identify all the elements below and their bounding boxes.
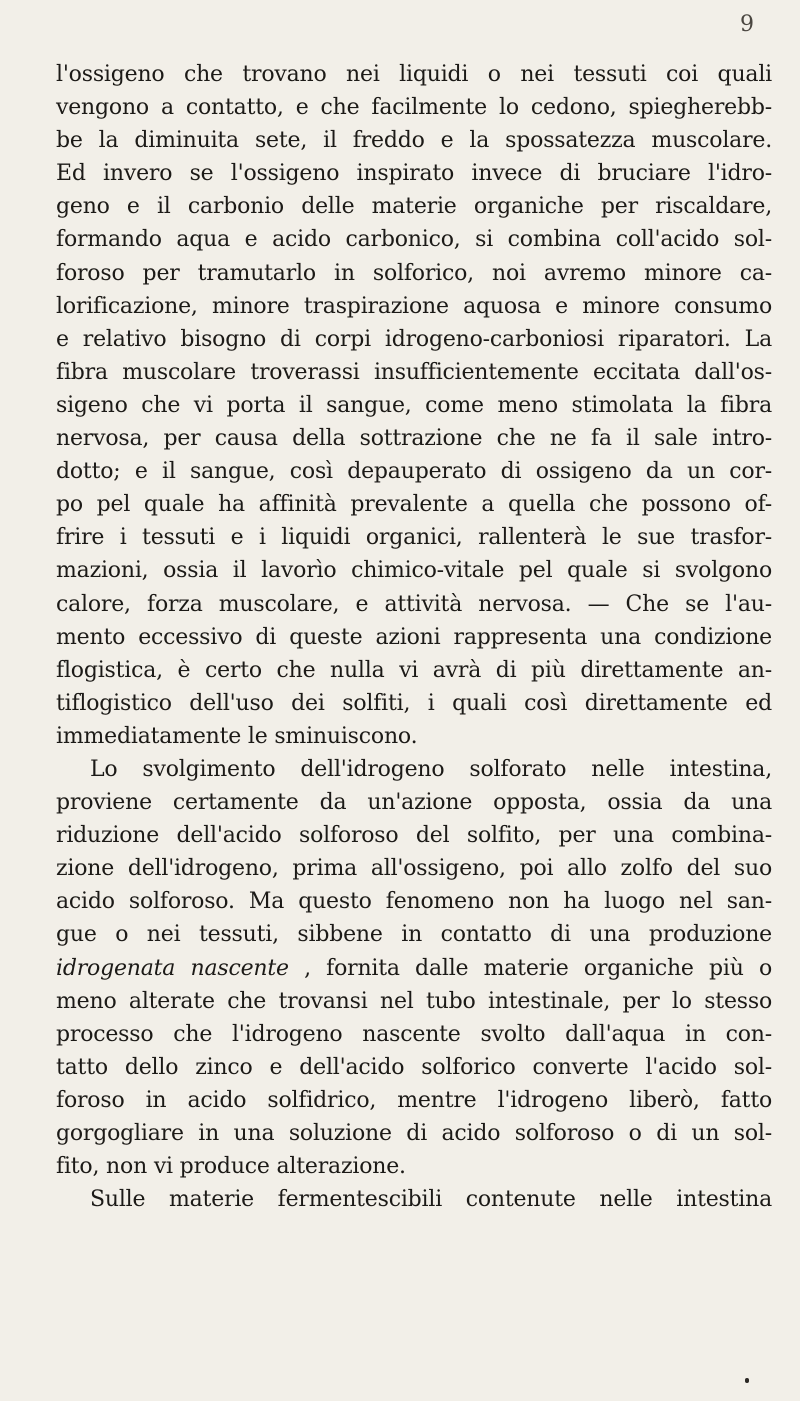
- text-line: vengono a contatto, e che facilmente lo cedono, spiegherebb-: [56, 95, 772, 121]
- text-line: riduzione dell'acido solforoso del solfito, per una combina-: [56, 823, 772, 849]
- text-line: tiflogistico dell'uso dei solfiti, i quali così direttamente ed: [56, 690, 772, 716]
- text-line: tatto dello zinco e dell'acido solforico converte l'acido sol-: [56, 1054, 772, 1080]
- text-line: be la diminuita sete, il freddo e la spossatezza muscolare.: [56, 128, 772, 154]
- text-line: proviene certamente da un'azione opposta, ossia da una: [56, 790, 772, 816]
- text-line: processo che l'idrogeno nascente svolto dall'aqua in con-: [56, 1021, 772, 1047]
- text-line: immediatamente le sminuiscono.: [56, 723, 418, 749]
- text-line: formando aqua e acido carbonico, si combina coll'acido sol-: [56, 227, 772, 253]
- text-line: foroso in acido solfidrico, mentre l'idrogeno liberò, fatto: [56, 1087, 772, 1113]
- ink-mark: [745, 1378, 749, 1383]
- text-line-rest: fornita dalle materie organiche più o: [326, 955, 772, 981]
- text-line: nervosa, per causa della sottrazione che ne fa il sale intro-: [56, 426, 772, 452]
- text-line: foroso per tramutarlo in solforico, noi avremo minore ca-: [56, 260, 772, 286]
- text-line: mazioni, ossia il lavorìo chimico-vitale pel quale si svolgono: [56, 558, 772, 584]
- text-line: calore, forza muscolare, e attività nervosa. — Che se l'au-: [56, 591, 772, 617]
- text-line: meno alterate che trovansi nel tubo intestinale, per lo stesso: [56, 988, 772, 1014]
- text-line: zione dell'idrogeno, prima all'ossigeno, poi allo zolfo del suo: [56, 856, 772, 882]
- page-number: 9: [740, 12, 754, 37]
- text-line: lorificazione, minore traspirazione aquosa e minore consumo: [56, 293, 772, 319]
- text-line: mento eccessivo di queste azioni rappresenta una condizione: [56, 624, 772, 650]
- text-line: sigeno che vi porta il sangue, come meno stimolata la fibra: [56, 392, 772, 418]
- text-line: l'ossigeno che trovano nei liquidi o nei tessuti coi quali: [56, 62, 772, 87]
- text-line: Sulle materie fermentescibili contenute nelle intestina: [90, 1187, 772, 1213]
- text-line: acido solforoso. Ma questo fenomeno non ha luogo nel san-: [56, 889, 772, 915]
- text-line: e relativo bisogno di corpi idrogeno-carboniosi riparatori. La: [56, 326, 772, 352]
- text-line: frire i tessuti e i liquidi organici, rallenterà le sue trasfor-: [56, 525, 772, 551]
- text-line: flogistica, è certo che nulla vi avrà di più direttamente an-: [56, 657, 772, 683]
- text-line: dotto; e il sangue, così depauperato di ossigeno da un cor-: [56, 459, 772, 485]
- italic-phrase: idrogenata nascente: [56, 955, 289, 981]
- text-line: geno e il carbonio delle materie organiche per riscaldare,: [56, 194, 772, 220]
- text-line: po pel quale ha affinità prevalente a quella che possono of-: [56, 492, 772, 518]
- body-text: [56, 58, 772, 1216]
- text-line: fito, non vi produce alterazione.: [56, 1154, 406, 1180]
- text-line-italic: idrogenata nascente , fornita dalle materie organiche più o: [56, 955, 772, 981]
- text-line: fibra muscolare troverassi insufficientemente eccitata dall'os-: [56, 359, 772, 385]
- text-line: Lo svolgimento dell'idrogeno solforato nelle intestina,: [90, 756, 772, 782]
- text-line: gorgogliare in una soluzione di acido solforoso o di un sol-: [56, 1121, 772, 1146]
- text-line: gue o nei tessuti, sibbene in contatto di una produzione: [56, 922, 772, 948]
- text-line: Ed invero se l'ossigeno inspirato invece di bruciare l'idro-: [56, 161, 772, 187]
